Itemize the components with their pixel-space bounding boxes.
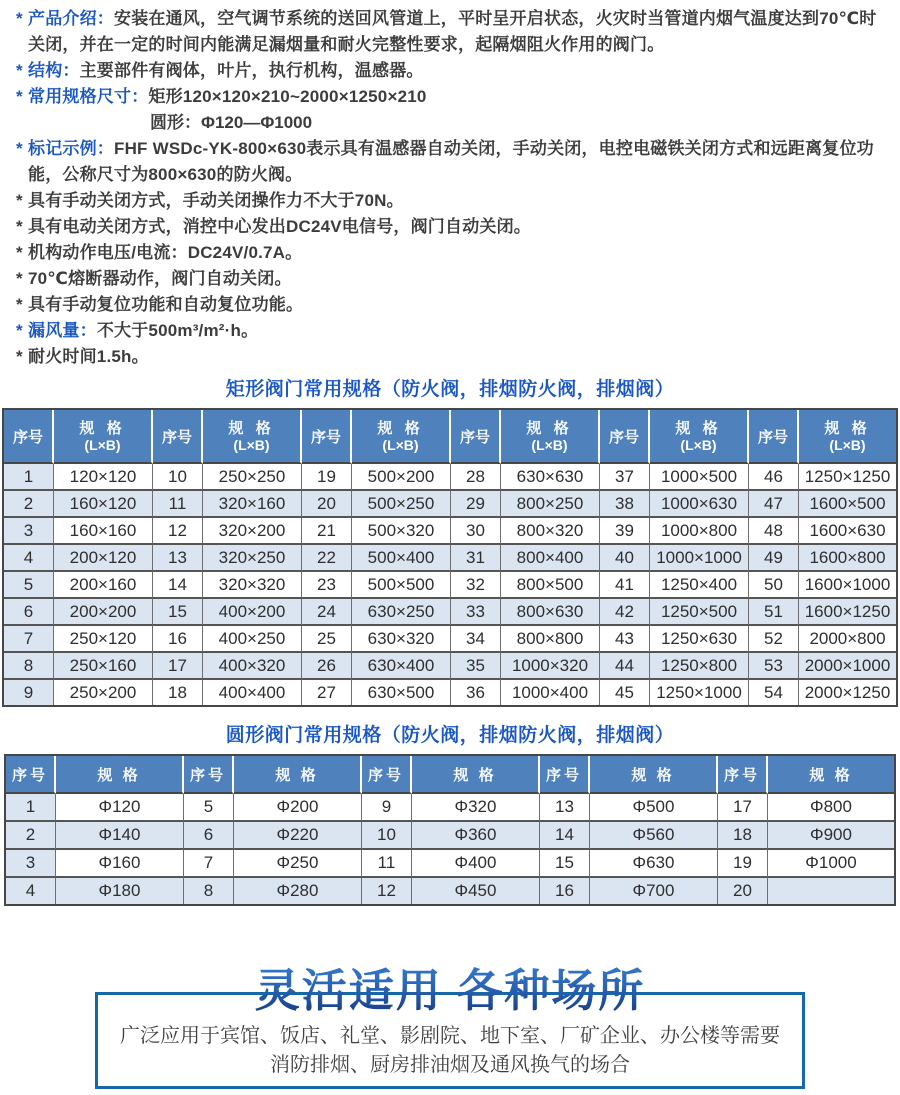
serial-cell: 25 <box>302 626 352 653</box>
table-row <box>6 850 894 878</box>
spec-bullet <box>16 240 886 266</box>
spec-cell: 320×200 <box>203 518 302 545</box>
serial-cell: 8 <box>4 653 54 680</box>
spec-bullet <box>16 292 886 318</box>
application-section <box>95 965 805 1089</box>
serial-cell: 4 <box>4 545 54 572</box>
spec-cell: 800×800 <box>501 626 600 653</box>
spec-cell: 200×120 <box>54 545 153 572</box>
serial-cell: 49 <box>749 545 799 572</box>
serial-header: 序号 <box>153 410 203 464</box>
spec-cell: 1000×500 <box>650 464 749 491</box>
spec-header <box>501 410 600 464</box>
spec-cell: 500×500 <box>352 572 451 599</box>
spec-cell: Φ500 <box>590 794 718 822</box>
table-row <box>4 545 896 572</box>
round-table-title: 圆形阀门常用规格（防火阀，排烟防火阀，排烟阀） <box>225 725 675 746</box>
spec-bullet <box>16 6 886 58</box>
serial-cell: 20 <box>718 878 768 904</box>
spec-header-unit: (L×B) <box>680 436 717 453</box>
spec-cell: Φ200 <box>234 794 362 822</box>
spec-cell: 320×320 <box>203 572 302 599</box>
spec-cell: 1250×500 <box>650 599 749 626</box>
serial-cell: 5 <box>4 572 54 599</box>
serial-cell: 12 <box>153 518 203 545</box>
table-row <box>4 518 896 545</box>
spec-header: 规 格 <box>56 756 184 794</box>
bullet-text: 70℃熔断器动作，阀门自动关闭。 <box>28 269 292 288</box>
spec-header <box>352 410 451 464</box>
bullet-asterisk: * <box>16 243 23 262</box>
serial-header: 序号 <box>184 756 234 794</box>
spec-header-unit: (L×B) <box>531 436 568 453</box>
spec-bullet <box>16 84 886 110</box>
bullet-text: FHF WSDc-YK-800×630表示具有温感器自动关闭，手动关闭，电控电磁铁关闭方式和远距离复位功能，公称尺寸为800×630的防火阀。 <box>28 139 874 184</box>
header-row <box>4 410 896 464</box>
serial-cell: 44 <box>600 653 650 680</box>
spec-cell: 160×160 <box>54 518 153 545</box>
serial-cell: 1 <box>4 464 54 491</box>
spec-cell: 400×400 <box>203 680 302 705</box>
table-row <box>4 680 896 705</box>
spec-cell: 250×250 <box>203 464 302 491</box>
spec-cell: 800×630 <box>501 599 600 626</box>
spec-cell: 630×400 <box>352 653 451 680</box>
spec-cell: 1600×1250 <box>799 599 896 626</box>
rect-table-host <box>0 408 900 707</box>
serial-cell: 18 <box>153 680 203 705</box>
serial-header: 序号 <box>540 756 590 794</box>
serial-header: 序号 <box>302 410 352 464</box>
spec-bullet <box>16 58 886 84</box>
table-body <box>4 464 896 705</box>
spec-cell: Φ450 <box>412 878 540 904</box>
serial-cell: 7 <box>184 850 234 878</box>
serial-cell: 32 <box>451 572 501 599</box>
table-row <box>4 491 896 518</box>
spec-cell: 2000×800 <box>799 626 896 653</box>
spec-cell: Φ250 <box>234 850 362 878</box>
serial-cell: 10 <box>362 822 412 850</box>
spec-bullet <box>16 214 886 240</box>
serial-header: 序号 <box>4 410 54 464</box>
spec-cell: 500×320 <box>352 518 451 545</box>
serial-cell: 14 <box>153 572 203 599</box>
serial-cell: 6 <box>4 599 54 626</box>
serial-cell: 42 <box>600 599 650 626</box>
spec-cell: Φ360 <box>412 822 540 850</box>
serial-cell: 14 <box>540 822 590 850</box>
serial-cell: 3 <box>4 518 54 545</box>
bullet-text: 主要部件有阀体，叶片，执行机构，温感器。 <box>79 61 424 80</box>
spec-cell: 800×400 <box>501 545 600 572</box>
spec-cell: 2000×1000 <box>799 653 896 680</box>
serial-cell: 3 <box>6 850 56 878</box>
bullet-subline: 圆形：Φ120—Φ1000 <box>150 113 313 132</box>
spec-header <box>203 410 302 464</box>
spec-cell: 320×160 <box>203 491 302 518</box>
table-row <box>4 599 896 626</box>
spec-cell: Φ220 <box>234 822 362 850</box>
bullet-asterisk: * <box>16 139 23 158</box>
serial-cell: 48 <box>749 518 799 545</box>
round-table-host <box>0 754 900 906</box>
serial-header: 序号 <box>600 410 650 464</box>
serial-cell: 17 <box>153 653 203 680</box>
bullet-asterisk: * <box>16 269 23 288</box>
spec-header: 规 格 <box>768 756 894 794</box>
spec-cell: Φ560 <box>590 822 718 850</box>
serial-cell: 15 <box>153 599 203 626</box>
spec-cell: 630×250 <box>352 599 451 626</box>
spec-header-unit: (L×B) <box>382 436 419 453</box>
spec-bullet <box>16 266 886 292</box>
spec-header-label: 规 格 <box>228 419 275 437</box>
spec-cell: 1250×1000 <box>650 680 749 705</box>
bullet-asterisk: * <box>16 321 23 340</box>
spec-cell: 1250×630 <box>650 626 749 653</box>
spec-cell: Φ180 <box>56 878 184 904</box>
rect-table-title: 矩形阀门常用规格（防火阀，排烟防火阀，排烟阀） <box>225 379 675 400</box>
spec-cell: 1000×630 <box>650 491 749 518</box>
table-header <box>4 410 896 464</box>
table-row <box>6 794 894 822</box>
serial-cell: 50 <box>749 572 799 599</box>
serial-cell: 35 <box>451 653 501 680</box>
serial-cell: 1 <box>6 794 56 822</box>
spec-header-unit: (L×B) <box>233 436 270 453</box>
spec-header-unit: (L×B) <box>829 436 866 453</box>
application-description-line2: 消防排烟、厨房排油烟及通风换气的场合 <box>270 1054 630 1076</box>
spec-cell: 1250×1250 <box>799 464 896 491</box>
spec-cell: 800×320 <box>501 518 600 545</box>
spec-bullet <box>16 318 886 344</box>
serial-header: 序号 <box>718 756 768 794</box>
bullet-text: 不大于500m³/m²·h。 <box>96 321 259 340</box>
bullet-asterisk: * <box>16 9 23 28</box>
spec-cell: 200×160 <box>54 572 153 599</box>
spec-cell: 1250×800 <box>650 653 749 680</box>
spec-header-label: 规 格 <box>79 419 126 437</box>
table-row <box>6 822 894 850</box>
serial-cell: 29 <box>451 491 501 518</box>
serial-cell: 4 <box>6 878 56 904</box>
serial-header: 序号 <box>749 410 799 464</box>
bullet-text: 具有手动复位功能和自动复位功能。 <box>28 295 304 314</box>
table-header <box>6 756 894 794</box>
spec-header <box>799 410 896 464</box>
bullet-label: 常用规格尺寸： <box>28 87 149 106</box>
serial-cell: 37 <box>600 464 650 491</box>
spec-cell: 120×120 <box>54 464 153 491</box>
serial-cell: 11 <box>153 491 203 518</box>
table-row <box>4 626 896 653</box>
serial-cell: 2 <box>4 491 54 518</box>
spec-cell: 1600×800 <box>799 545 896 572</box>
spec-header: 规 格 <box>590 756 718 794</box>
serial-cell: 52 <box>749 626 799 653</box>
spec-bullet <box>16 188 886 214</box>
spec-cell: 1000×800 <box>650 518 749 545</box>
bullet-text: 具有电动关闭方式，消控中心发出DC24V电信号，阀门自动关闭。 <box>28 217 532 236</box>
spec-header-label: 规 格 <box>824 419 871 437</box>
serial-cell: 19 <box>302 464 352 491</box>
serial-cell: 11 <box>362 850 412 878</box>
bullet-text: 耐火时间1.5h。 <box>28 347 149 366</box>
serial-cell: 6 <box>184 822 234 850</box>
serial-cell: 40 <box>600 545 650 572</box>
serial-cell: 5 <box>184 794 234 822</box>
serial-cell: 27 <box>302 680 352 705</box>
table-row <box>4 464 896 491</box>
bullet-label: 产品介绍： <box>28 9 114 28</box>
spec-bullet <box>16 344 886 370</box>
application-description <box>98 1022 802 1080</box>
serial-cell: 10 <box>153 464 203 491</box>
serial-cell: 28 <box>451 464 501 491</box>
application-title: 灵活适用 各种场所 <box>237 964 664 1017</box>
serial-header: 序号 <box>6 756 56 794</box>
spec-cell: Φ1000 <box>768 850 894 878</box>
serial-header: 序号 <box>362 756 412 794</box>
bullet-label: 结构： <box>28 61 80 80</box>
spec-cell: 630×630 <box>501 464 600 491</box>
spec-cell: Φ630 <box>590 850 718 878</box>
serial-cell: 9 <box>362 794 412 822</box>
spec-cell: Φ800 <box>768 794 894 822</box>
spec-cell: Φ400 <box>412 850 540 878</box>
spec-header-unit: (L×B) <box>84 436 121 453</box>
spec-cell: 400×200 <box>203 599 302 626</box>
spec-cell: 1000×320 <box>501 653 600 680</box>
spec-cell <box>768 878 894 904</box>
spec-cell: 500×250 <box>352 491 451 518</box>
spec-cell: 500×400 <box>352 545 451 572</box>
spec-header: 规 格 <box>412 756 540 794</box>
bullet-label: 漏风量： <box>28 321 97 340</box>
spec-cell: 800×250 <box>501 491 600 518</box>
spec-cell: 1000×1000 <box>650 545 749 572</box>
serial-cell: 21 <box>302 518 352 545</box>
serial-cell: 7 <box>4 626 54 653</box>
spec-cell: 200×200 <box>54 599 153 626</box>
serial-cell: 12 <box>362 878 412 904</box>
serial-cell: 2 <box>6 822 56 850</box>
serial-cell: 19 <box>718 850 768 878</box>
bullet-asterisk: * <box>16 347 23 366</box>
serial-cell: 38 <box>600 491 650 518</box>
bullet-text: 安装在通风，空气调节系统的送回风管道上，平时呈开启状态，火灾时当管道内烟气温度达到70℃时关闭，并在一定的时间内能满足漏烟量和耐火完整性要求，起隔烟阻火作用的阀门。 <box>28 9 877 54</box>
bullet-asterisk: * <box>16 191 23 210</box>
serial-cell: 24 <box>302 599 352 626</box>
serial-cell: 47 <box>749 491 799 518</box>
serial-cell: 43 <box>600 626 650 653</box>
spec-cell: 1600×1000 <box>799 572 896 599</box>
serial-cell: 53 <box>749 653 799 680</box>
table-row <box>4 572 896 599</box>
spec-header-label: 规 格 <box>675 419 722 437</box>
spec-cell: Φ140 <box>56 822 184 850</box>
spec-cell: 320×250 <box>203 545 302 572</box>
spec-cell: 2000×1250 <box>799 680 896 705</box>
bullet-asterisk: * <box>16 61 23 80</box>
serial-cell: 17 <box>718 794 768 822</box>
serial-cell: 18 <box>718 822 768 850</box>
spec-header <box>650 410 749 464</box>
spec-cell: Φ120 <box>56 794 184 822</box>
serial-cell: 23 <box>302 572 352 599</box>
spec-cell: Φ900 <box>768 822 894 850</box>
spec-cell: 250×200 <box>54 680 153 705</box>
serial-cell: 41 <box>600 572 650 599</box>
serial-cell: 46 <box>749 464 799 491</box>
serial-cell: 13 <box>153 545 203 572</box>
serial-cell: 16 <box>540 878 590 904</box>
serial-cell: 33 <box>451 599 501 626</box>
serial-cell: 51 <box>749 599 799 626</box>
serial-cell: 54 <box>749 680 799 705</box>
bullet-asterisk: * <box>16 217 23 236</box>
serial-cell: 15 <box>540 850 590 878</box>
spec-cell: 1250×400 <box>650 572 749 599</box>
serial-cell: 20 <box>302 491 352 518</box>
serial-cell: 16 <box>153 626 203 653</box>
product-intro-section <box>0 0 900 370</box>
spec-cell: Φ160 <box>56 850 184 878</box>
spec-header-label: 规 格 <box>377 419 424 437</box>
spec-cell: 1000×400 <box>501 680 600 705</box>
bullet-label: 标记示例： <box>28 139 114 158</box>
spec-header-label: 规 格 <box>526 419 573 437</box>
spec-cell: 630×320 <box>352 626 451 653</box>
serial-cell: 22 <box>302 545 352 572</box>
spec-cell: 400×250 <box>203 626 302 653</box>
spec-cell: 160×120 <box>54 491 153 518</box>
bullet-asterisk: * <box>16 295 23 314</box>
serial-cell: 8 <box>184 878 234 904</box>
serial-cell: 26 <box>302 653 352 680</box>
spec-cell: 1600×630 <box>799 518 896 545</box>
spec-cell: 400×320 <box>203 653 302 680</box>
table-body <box>6 794 894 904</box>
bullet-text: 机构动作电压/电流：DC24V/0.7A。 <box>28 243 303 262</box>
bullet-text: 矩形120×120×210~2000×1250×210 <box>148 87 427 106</box>
serial-cell: 31 <box>451 545 501 572</box>
round-spec-table <box>4 754 896 906</box>
bullet-text: 具有手动关闭方式，手动关闭操作力不大于70N。 <box>28 191 404 210</box>
table-row <box>6 878 894 904</box>
spec-cell: Φ320 <box>412 794 540 822</box>
spec-bullet <box>16 136 886 188</box>
spec-cell: 250×120 <box>54 626 153 653</box>
table-row <box>4 653 896 680</box>
spec-cell: 630×500 <box>352 680 451 705</box>
serial-cell: 34 <box>451 626 501 653</box>
spec-cell: 500×200 <box>352 464 451 491</box>
serial-cell: 9 <box>4 680 54 705</box>
application-description-line1: 广泛应用于宾馆、饭店、礼堂、影剧院、地下室、厂矿企业、办公楼等需要 <box>120 1025 780 1047</box>
serial-cell: 36 <box>451 680 501 705</box>
serial-cell: 30 <box>451 518 501 545</box>
spec-cell: Φ280 <box>234 878 362 904</box>
spec-cell: 1600×500 <box>799 491 896 518</box>
spec-cell: 250×160 <box>54 653 153 680</box>
serial-header: 序号 <box>451 410 501 464</box>
serial-cell: 39 <box>600 518 650 545</box>
serial-cell: 45 <box>600 680 650 705</box>
spec-cell: 800×500 <box>501 572 600 599</box>
bullet-asterisk: * <box>16 87 23 106</box>
spec-header: 规 格 <box>234 756 362 794</box>
serial-cell: 13 <box>540 794 590 822</box>
spec-cell: Φ700 <box>590 878 718 904</box>
header-row <box>6 756 894 794</box>
spec-header <box>54 410 153 464</box>
rect-spec-table <box>2 408 898 707</box>
